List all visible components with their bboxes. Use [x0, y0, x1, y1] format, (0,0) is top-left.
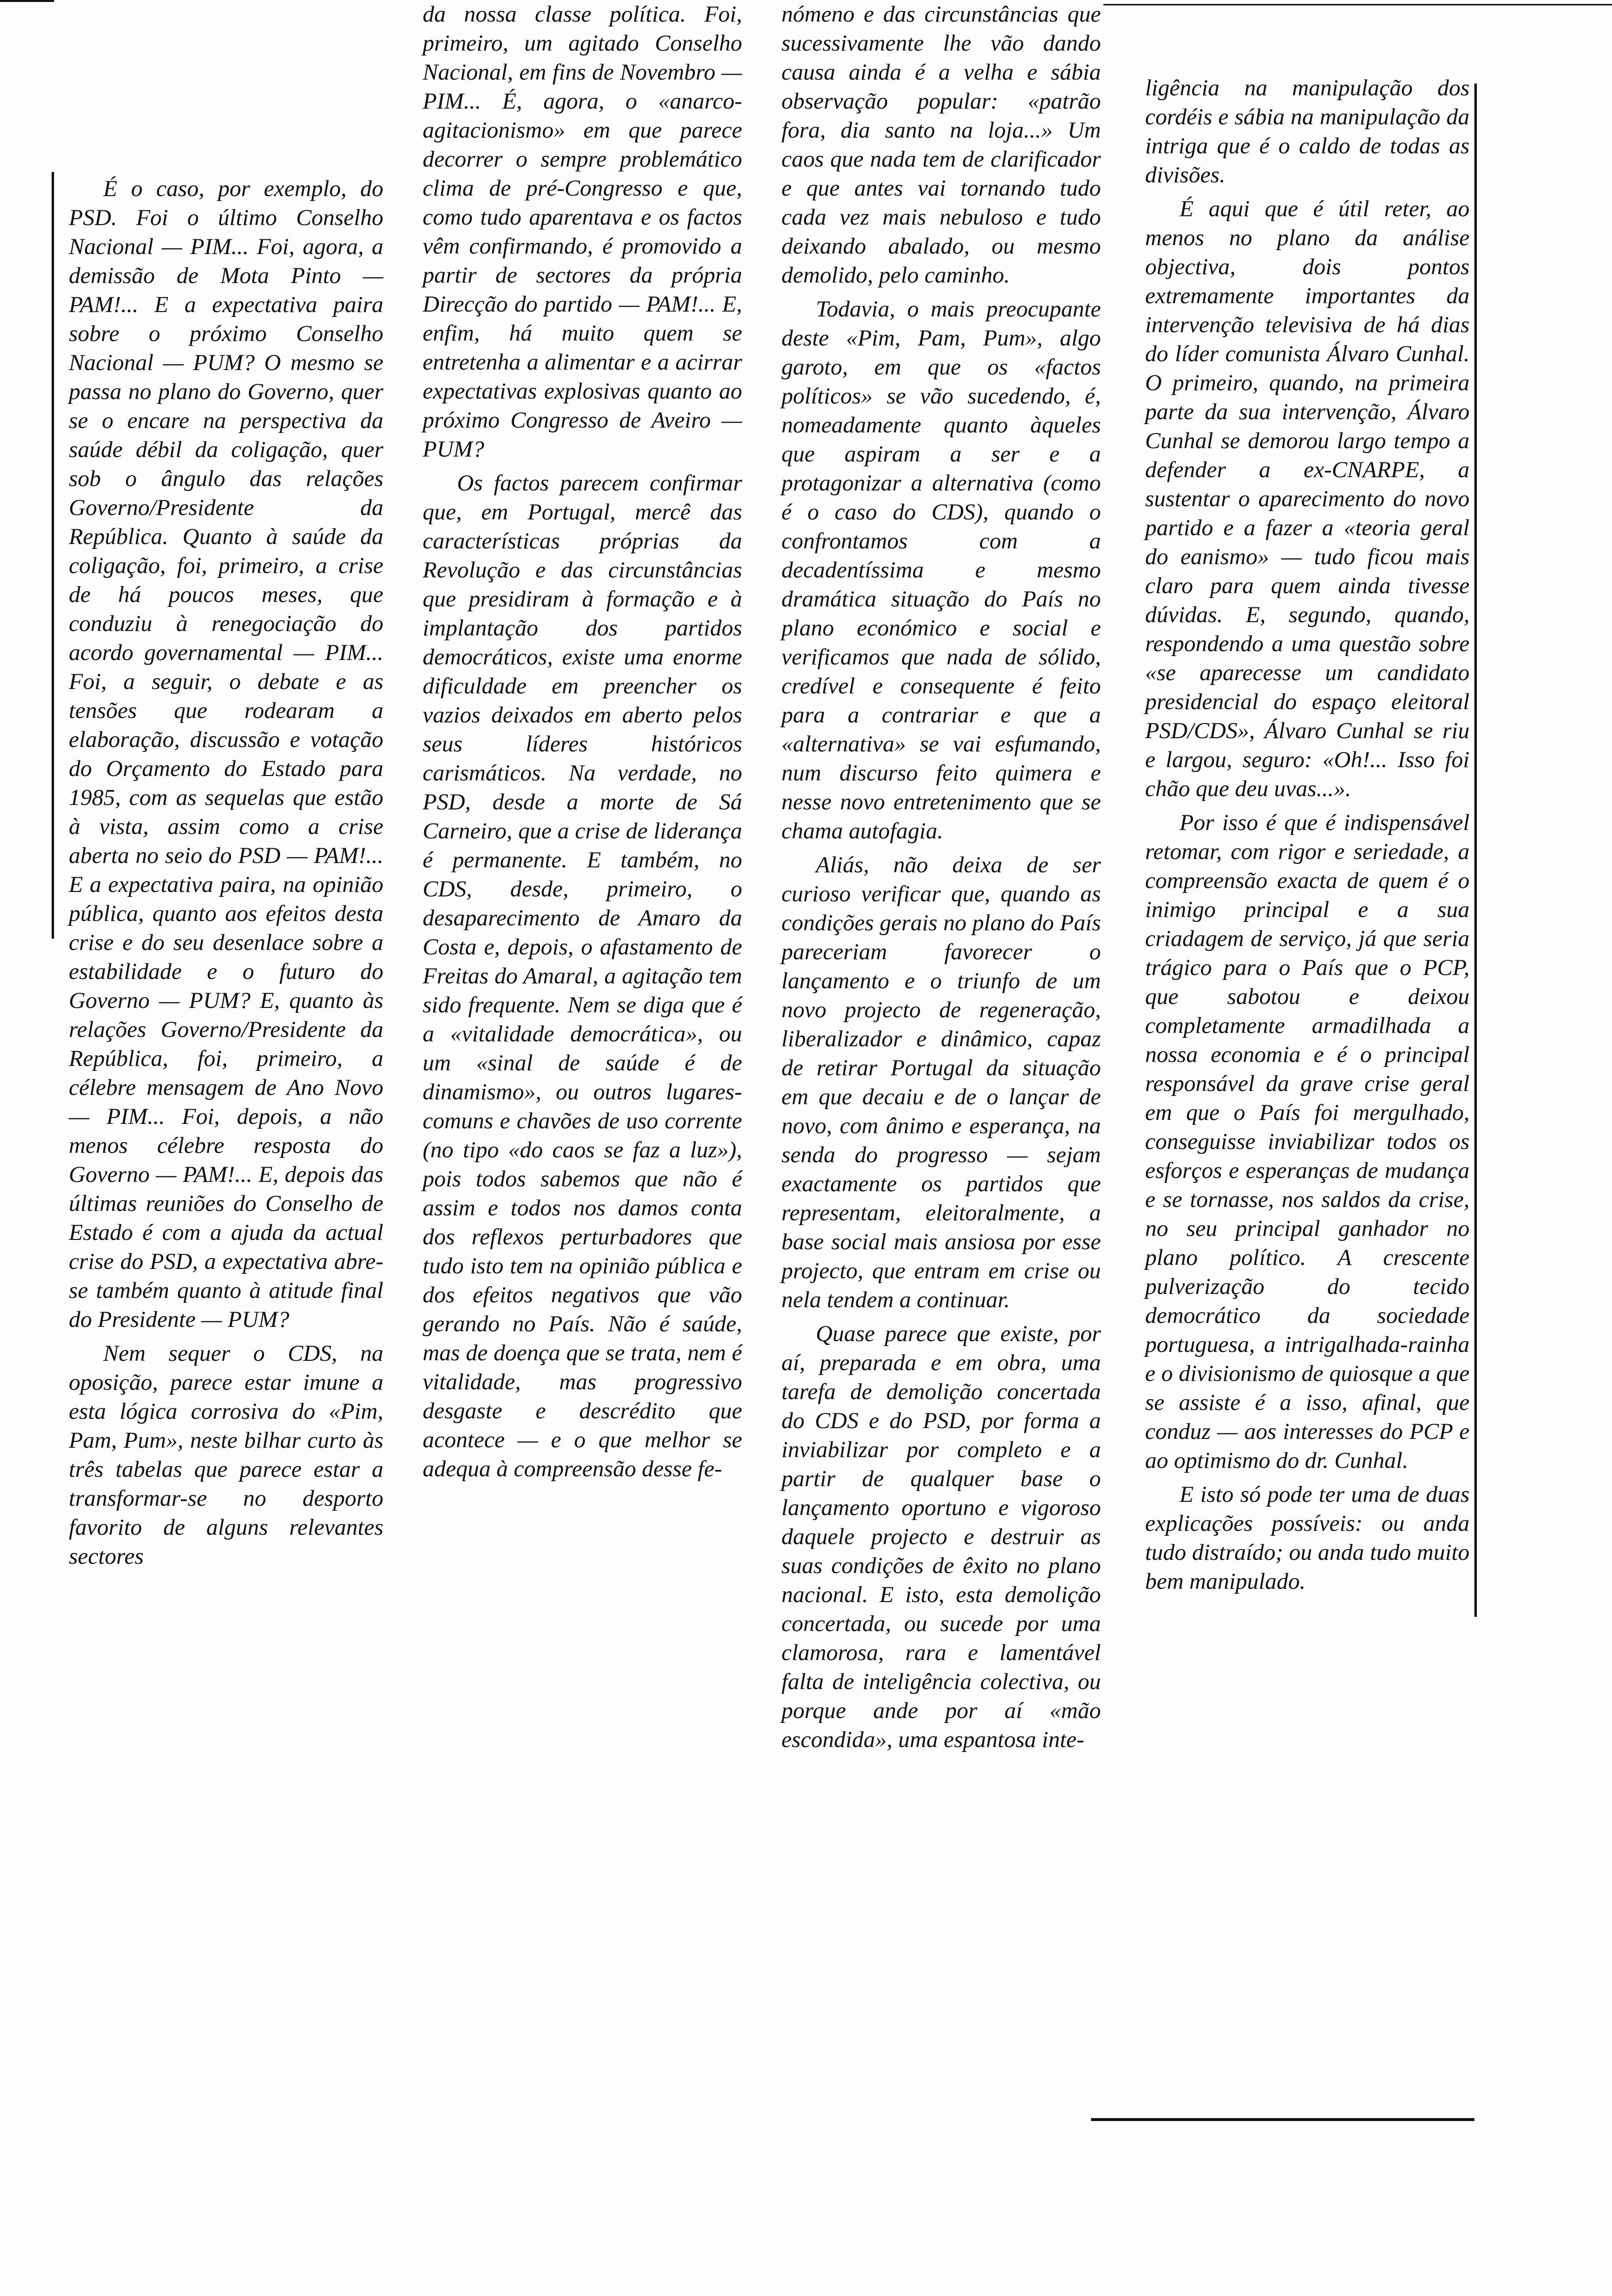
- top-rule-right: [1103, 4, 1612, 5]
- paragraph: E isto só pode ter uma de duas explicações possíveis: ou anda tudo distraído; ou anda tudo muito bem manipulado.: [1145, 1482, 1469, 1594]
- top-rule-left: [0, 0, 54, 2]
- paragraph: É o caso, por exemplo, do PSD. Foi o último Conselho Nacional — PIM... Foi, agora, a demissão de Mota Pinto — PAM!... E a expectativa paira sobre o próximo Conselho Nacional — PUM? O mesmo se passa no plano do Governo, quer se o encare na perspectiva da saúde débil da coligação, quer sob o ângulo das relações Governo/Presidente da República. Quanto à saúde da coligação, foi, primeiro, a crise de há poucos meses, que conduziu à renegociação do acordo governamental — PIM... Foi, a seguir, o debate e as tensões que rodearam a elaboração, discussão e votação do Orçamento do Estado para 1985, com as sequelas que estão à vista, assim como a crise aberta no seio do PSD — PAM!... E a expectativa paira, na opinião pública, quanto aos efeitos desta crise e do seu desenlace sobre a estabilidade e o futuro do Governo — PUM? E, quanto às relações Governo/Presidente da República, foi, primeiro, a célebre mensagem de Ano Novo — PIM... Foi, depois, a não menos célebre resposta do Governo — PAM!... E, depois das últimas reuniões do Conselho de Estado é com a ajuda da actual crise do PSD, a expectativa abre-se também quanto à atitude final do Presidente — PUM?: [69, 176, 383, 1332]
- paragraph: Os factos parecem confirmar que, em Portugal, mercê das características próprias da Revolução e das circunstâncias que presidiram à formação e à implantação dos partidos democráticos, existe uma enorme dificuldade em preencher os vazios deixados em aberto pelos seus líderes históricos carismáticos. Na verdade, no PSD, desde a morte de Sá Carneiro, que a crise de liderança é permanente. E também, no CDS, desde, primeiro, o desaparecimento de Amaro da Costa e, depois, o afastamento de Freitas do Amaral, a agitação tem sido frequente. Nem se diga que é a «vitalidade democrática», ou um «sinal de saúde é de dinamismo», ou outros lugares-comuns e chavões de uso corrente (no tipo «do caos se faz a luz»), pois todos sabemos que não é assim e todos nos damos conta dos reflexos perturbadores que tudo isto tem na opinião pública e dos efeitos negativos que vão gerando no País. Não é saúde, mas de doença que se trata, nem é vitalidade, mas progressivo desgaste e descrédito que acontece — e o que melhor se adequa à compreensão desse fe-: [423, 470, 742, 1482]
- paragraph: Por isso é que é indispensável retomar, com rigor e seriedade, a compreensão exacta de quem é o inimigo principal e a sua criadagem de serviço, já que seria trágico para o País que o PCP, que sabotou e deixou completamente armadilhada a nossa economia e é o principal responsável da grave crise geral em que o País foi mergulhado, conseguisse inviabilizar todos os esforços e esperanças de mudança e se tornasse, nos saldos da crise, no seu principal ganhador no plano político. A crescente pulverização do tecido democrático da sociedade portuguesa, a intrigalhada-rainha e o divisionismo de quiosque a que se assiste é a isso, afinal, que conduz — aos interesses do PCP e ao optimismo do dr. Cunhal.: [1145, 810, 1469, 1473]
- article-column-3: [781, 0, 1101, 1754]
- article-column-1: [69, 174, 383, 1571]
- column1-margin-rule: [52, 172, 54, 939]
- paragraph: nómeno e das circunstâncias que sucessivamente lhe vão dando causa ainda é a velha e sábia observação popular: «patrão fora, dia santo na loja...» Um caos que nada tem de clarificador e que antes vai tornando tudo cada vez mais nebuloso e tudo deixando abalado, ou mesmo demolido, pelo caminho.: [781, 1, 1101, 288]
- paragraph: da nossa classe política. Foi, primeiro, um agitado Conselho Nacional, em fins de Novembro — PIM... É, agora, o «anarco-agitacionismo» em que parece decorrer o sempre problemático clima de pré-Congresso e que, como tudo aparentava e os factos vêm confirmando, é promovido a partir de sectores da própria Direcção do partido — PAM!... E, enfim, há muito quem se entretenha a alimentar e a acirrar expectativas explosivas quanto ao próximo Congresso de Aveiro — PUM?: [423, 1, 742, 462]
- paragraph: Nem sequer o CDS, na oposição, parece estar imune a esta lógica corrosiva do «Pim, Pam, Pum», neste bilhar curto às três tabelas que parece estar a transformar-se no desporto favorito de alguns relevantes sectores: [69, 1341, 383, 1569]
- article-column-4: [1145, 74, 1469, 1596]
- column4-margin-rule: [1474, 84, 1477, 1617]
- paragraph: ligência na manipulação dos cordéis e sábia na manipulação da intriga que é o caldo de todas as divisões.: [1145, 75, 1469, 188]
- paragraph: Todavia, o mais preocupante deste «Pim, Pam, Pum», algo garoto, em que os «factos políticos» se vão sucedendo, é, nomeadamente quanto àqueles que aspiram a ser e a protagonizar a alternativa (como é o caso do CDS), quando o confrontamos com a decadentíssima e mesmo dramática situação do País no plano económico e social e verificamos que nada de sólido, credível e consequente é feito para a contrariar e que a «alternativa» se vai esfumando, num discurso feito quimera e nesse novo entretenimento que se chama autofagia.: [781, 296, 1101, 844]
- paragraph: É aqui que é útil reter, ao menos no plano da análise objectiva, dois pontos extremamente importantes da intervenção televisiva de há dias do líder comunista Álvaro Cunhal. O primeiro, quando, na primeira parte da sua intervenção, Álvaro Cunhal se demorou largo tempo a defender a ex-CNARPE, a sustentar o aparecimento do novo partido e a fazer a «teoria geral do eanismo» — tudo ficou mais claro para quem ainda tivesse dúvidas. E, segundo, quando, respondendo a uma questão sobre «se aparecesse um candidato presidencial do espaço eleitoral PSD/CDS», Álvaro Cunhal se riu e largou, seguro: «Oh!... Isso foi chão que deu uvas...».: [1145, 196, 1469, 802]
- article-column-2: [423, 0, 742, 1484]
- paragraph: Aliás, não deixa de ser curioso verificar que, quando as condições gerais no plano do País pareceriam favorecer o lançamento e o triunfo de um novo projecto de regeneração, liberalizador e dinâmico, capaz de retirar Portugal da situação em que decaiu e de o lançar de novo, com ânimo e esperança, na senda do progresso — sejam exactamente os partidos que representam, eleitoralmente, a base social mais ansiosa por esse projecto, que entram em crise ou nela tendem a continuar.: [781, 852, 1101, 1313]
- end-rule: [1091, 2118, 1474, 2121]
- paragraph: Quase parece que existe, por aí, preparada e em obra, uma tarefa de demolição concertada do CDS e do PSD, por forma a inviabilizar por completo e a partir de qualquer base o lançamento oportuno e vigoroso daquele projecto e destruir as suas condições de êxito no plano nacional. E isto, esta demolição concertada, ou sucede por uma clamorosa, rara e lamentável falta de inteligência colectiva, ou porque ande por aí «mão escondida», uma espantosa inte-: [781, 1321, 1101, 1752]
